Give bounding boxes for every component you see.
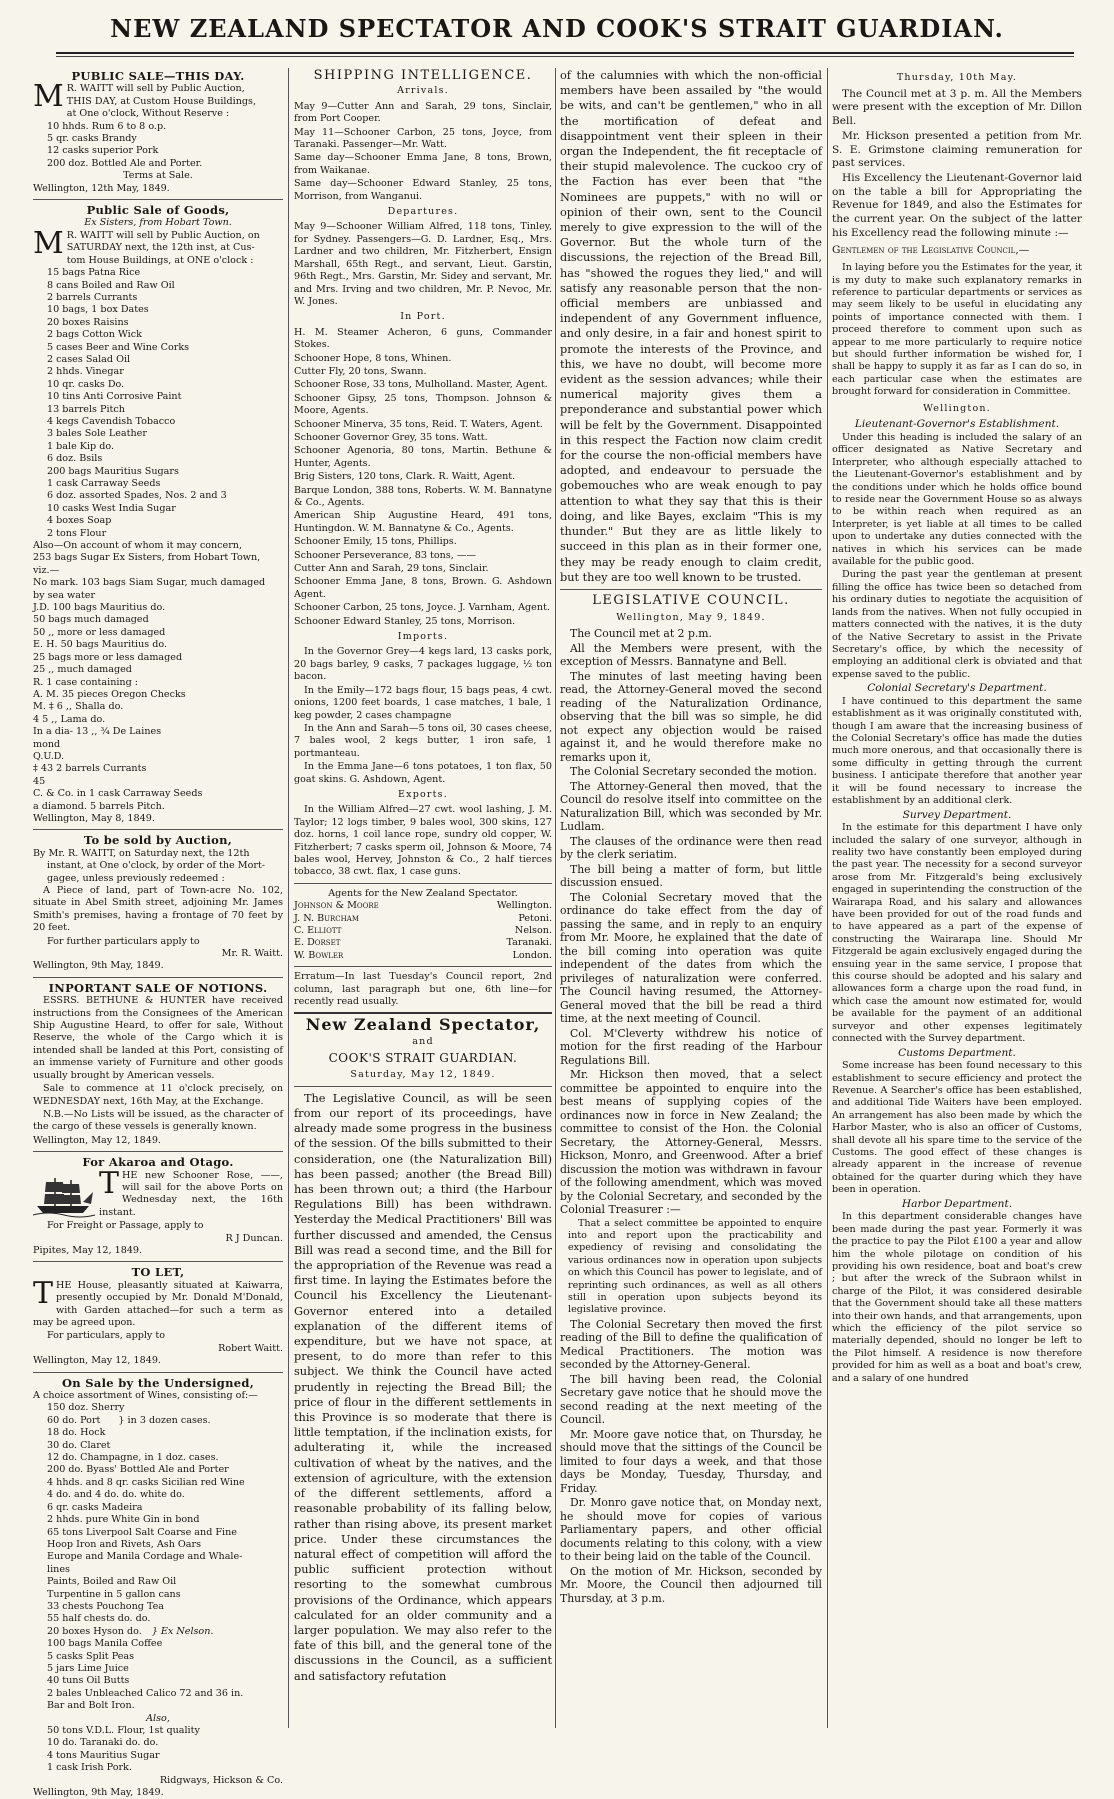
arrival-entry: May 11—Schooner Carbon, 25 tons, Joyce, from Taranaki. Passenger—Mr. Watt. [294, 126, 552, 151]
divider [560, 589, 822, 590]
public-sale-ad [33, 79, 283, 195]
list-item: 1 bale Kip do. [47, 440, 115, 452]
list-item: 4 kegs Cavendish Tobacco [47, 415, 176, 427]
goods-ad [33, 225, 283, 826]
list-item: Bar and Bolt Iron. [47, 1700, 135, 1712]
list-item: 2 hhds. pure White Gin in bond [47, 1514, 200, 1526]
notions-body: N.B.—No Lists will be issued, as the character of the cargo of these vessels is generally known. [33, 1108, 283, 1133]
in-port-entry: Cutter Fly, 20 tons, Swann. [294, 365, 427, 377]
amendment: That a select committee be appointed to enquire into and report upon the practicability and expediency of revising and consolidating the various ordinances now in operation upon subjects on which this Council has power to legislate, and of reprinting such ordinances, as well as all others still in operation upon subjects beyond its legislative province. [568, 1217, 822, 1316]
ship-illustration [33, 1172, 95, 1218]
exports-text: In the William Alfred—27 cwt. wool lashing, J. M. Taylor; 12 logs timber, 9 bales wool, 300 skins, 127 doz. horns, 1 coil lance rope, sundry old copper, W. Fitzherbert; 7 casks sperm oil, Johnson & Moore, 74 bales wool, Hervey, Johnston & Co., 2 half tierces tobacco, 38 cwt. flax, 1 case guns. [294, 804, 552, 878]
council-paragraph: His Excellency the Lieutenant-Governor laid on the table a bill for Appropriating the Revenue for 1849, and also the Estimates for the current year. On the subject of the latter his Excellency read the following minute :— [832, 171, 1082, 239]
list-item: C. & Co. in 1 cask Carraway Seeds [33, 788, 203, 800]
council-paragraph: Mr. Hickson presented a petition from Mr. S. E. Grimstone claiming remuneration for past services. [832, 129, 1082, 170]
address-line: Gentlemen of the Legislative Council,— [832, 244, 1030, 257]
import-entry: In the Ann and Sarah—5 tons oil, 30 cases cheese, 7 bales wool, 2 kegs butter, 1 iron safe, 1 portmanteau. [294, 722, 552, 759]
list-item: 65 tons Liverpool Salt Coarse and Fine [47, 1526, 237, 1538]
divider [33, 199, 283, 200]
wines-heading: On Sale by the Undersigned, [61, 1375, 255, 1390]
in-port-entry: Schooner Minerva, 35 tons, Reid. T. Waters, Agent. [294, 418, 543, 430]
column-council-estimates [832, 68, 1082, 1728]
list-item: Europe and Manila Cordage and Whale- [47, 1551, 243, 1563]
section-heading: Customs Department. [898, 1046, 1016, 1059]
agents-heading: Agents for the New Zealand Spectator. [328, 887, 518, 899]
list-item: 30 do. Claret [47, 1439, 111, 1451]
ad-line: 5 qr. casks Brandy [47, 133, 137, 145]
ad-line: Also, [146, 1712, 170, 1724]
list-item: 4 do. and 4 do. do. white do. [47, 1489, 185, 1501]
ad-date: Wellington, 12th May, 1849. [33, 182, 170, 194]
arrival-entry: Same day—Schooner Emma Jane, 8 tons, Brown, from Waikanae. [294, 152, 552, 176]
arrival-entry: May 9—Cutter Ann and Sarah, 29 tons, Sinclair, from Port Cooper. [294, 100, 552, 125]
council-heading: LEGISLATIVE COUNCIL. [592, 592, 790, 608]
list-item: 4 hhds. and 8 qr. casks Sicilian red Wine [47, 1476, 245, 1488]
divider [33, 1151, 283, 1152]
agent-name: W. Bowler [294, 949, 344, 961]
section-text: During the past year the gentleman at present filling the office has twice been so detached from his ordinary duties to negotiate the acquisition of lands from the natives. When not fully occupied in matters connected with the natives, it is the duty of the Native Secretary to assist in the Private Secretary's office, by which the necessity of employing an additional clerk is obviated and that expense saved to the public. [832, 569, 1082, 680]
list-item: R. 1 case containing : [33, 676, 139, 688]
list-item: 2 bales Unbleached Calico 72 and 36 in. [47, 1687, 244, 1699]
departures-heading: Departures. [387, 206, 459, 218]
in-port-entry: H. M. Steamer Acheron, 6 guns, Commander Stokes. [294, 326, 552, 351]
list-item: J.D. 100 bags Mauritius do. [33, 602, 166, 614]
agent-row [294, 925, 552, 937]
imports-heading: Imports. [397, 631, 449, 643]
section-heading: Harbor Department. [901, 1197, 1013, 1210]
in-port-entry: Schooner Rose, 33 tons, Mulholland. Master, Agent. [294, 379, 548, 391]
akaroa-ad [33, 1165, 283, 1258]
list-item: 12 do. Champagne, in 1 doz. cases. [47, 1452, 219, 1464]
divider [33, 977, 283, 978]
ad-line: For Freight or Passage, apply to [47, 1220, 204, 1232]
council-paragraph: Mr. Hickson then moved, that a select committee be appointed to enquire into the best means of supplying copies of the ordinances now in force in New Zealand; the committee to consist of the Hon. the Colonial Secretary, the Attorney-General, Messrs. Hickson, Monro, and Greenwood. After a brief discussion the motion was withdrawn in favour of the following amendment, which was moved by the Colonial Secretary, and seconded by the Colonial Treasurer :— [560, 1068, 822, 1217]
divider [33, 1372, 283, 1373]
ad-line: 10 hhds. Rum 6 to 8 o.p. [47, 120, 167, 132]
list-item: 50 tons V.D.L. Flour, 1st quality [47, 1725, 200, 1736]
council-paragraph: Col. M'Cleverty withdrew his notice of motion for the first reading of the Harbour Regulations Bill. [560, 1026, 822, 1067]
masthead-rule [56, 52, 1074, 54]
council-paragraph: The clauses of the ordinance were then read by the clerk seriatim. [560, 834, 822, 862]
list-item: A. M. 35 pieces Oregon Checks [33, 688, 186, 700]
column-divider [555, 68, 556, 1728]
council-paragraph: The bill having been read, the Colonial Secretary gave notice that he should move the second reading at the next meeting of the Council. [560, 1372, 822, 1427]
council-paragraph: Dr. Monro gave notice that, on Monday next, he should move for copies of various Parliamentary papers, and other official documents relating to this colony, with a view to their being laid on the table of the Council. [560, 1496, 822, 1564]
departures-text: May 9—Schooner William Alfred, 118 tons, Tinley, for Sydney. Passengers—G. D. Lardner, Esq., Mrs. Lardner and two children, Mr. Fitzherbert, Ensign Marshall, 65th Regt., and servant, Lieut. Garstin, 96th Regt., Mrs. Garstin, Mr. Sidey and servant, Mr. and Mrs. Irving and two children, Mr. P. Nevoc, Mr. W. Jones. [294, 221, 552, 307]
list-item: 1 cask Irish Pork. [47, 1762, 132, 1774]
notions-body: ESSRS. BETHUNE & HUNTER have received instructions from the Consignees of the American Ship Augustine Heard, to offer for sale, Without Reserve, the whole of the Cargo which it is intended shall be landed at this Port, consisting of an immense variety of Furniture and other goods usually brought by American vessels. [33, 995, 283, 1081]
ad-line: Also—On account of whom it may concern, [33, 540, 243, 552]
list-item: 6 doz. Bsils [47, 453, 103, 465]
drop-cap: M [33, 225, 64, 261]
agent-name: Johnson & Moore [294, 900, 379, 912]
list-item: M. ‡ 6 ,, Shalla do. [33, 701, 124, 713]
column-divider [288, 68, 289, 1728]
ad-line: By Mr. R. WAITT, on Saturday next, the 12th [33, 847, 250, 859]
editorial: The Legislative Council, as will be seen from our report of its proceedings, have already made some progress in the business of the session. Of the bills submitted to their consideration, one (the Naturalization Bill) has been passed; another (the Bread Bill) has been thrown out; a third (the Harbour Regulations Bill) has been withdrawn. Yesterday the Medical Practitioners' Bill was further discussed and amended, the Census Bill was read a second time, and the Bill for the appropriation of the Revenue was read a first time. In laying the Estimates before the Council his Excellency the Lieutenant-Governor entered into a detailed explanation of the different items of expenditure, but we have not space, at present, to do more than refer to this subject. We think the Council have acted prudently in rejecting the Bread Bill; the price of flour in the different settlements in this Province is so moderate that there is little temptation, if the inclination exists, for adulterating it, while the increased cultivation of wheat by the natives, and the extension of agriculture, with the extension of the different settlements, afford a reasonable probability of its falling below, rather than rising above, its present market price. Under these circumstances the natural effect of competition will afford the public sufficient protection without resorting to the somewhat cumbrous provisions of the Ordinance, which appears calculated for an older community and a larger population. We may also refer to the fate of this bill, and the general tone of the discussions in the Council, as a sufficient and satisfactory refutation [294, 1091, 552, 1683]
ad-line: at One o'clock, Without Reserve : [66, 108, 230, 120]
ad-signature: Mr. R. Waitt. [221, 948, 283, 960]
list-item: 3 bales Sole Leather [47, 428, 147, 440]
agent-name: J. N. Burcham [294, 912, 359, 924]
ad-line: 253 bags Sugar Ex Sisters, from Hobart Town, [33, 552, 261, 564]
ad-line: 200 doz. Bottled Ale and Porter. [47, 157, 203, 169]
council-paragraph: On the motion of Mr. Hickson, seconded by Mr. Moore, the Council then adjourned till Thursday, at 3 p.m. [560, 1564, 822, 1605]
list-item: 10 tins Anti Corrosive Paint [47, 391, 182, 403]
thursday-heading: Thursday, 10th May. [896, 72, 1018, 83]
council-report-continued [560, 1318, 822, 1606]
list-item: 5 cases Beer and Wine Corks [47, 341, 190, 353]
list-item: 25 ,, much damaged [33, 664, 132, 676]
ad-line: 12 casks superior Pork [47, 145, 159, 157]
akaroa-heading: For Akaroa and Otago. [82, 1155, 234, 1170]
in-port-entry: Schooner Carbon, 25 tons, Joyce. J. Varnham, Agent. [294, 602, 550, 614]
to-let-heading: TO LET, [131, 1265, 185, 1280]
list-item: 60 do. Port } in 3 dozen cases. [47, 1414, 211, 1426]
list-item: 13 barrels Pitch [47, 403, 125, 415]
council-report [560, 627, 822, 1217]
agent-name: C. Elliott [294, 925, 342, 936]
list-item: by sea water [33, 589, 96, 601]
ad-line: viz.— [33, 564, 60, 576]
council-paragraph: The Colonial Secretary then moved the first reading of the Bill to define the qualification of Medical Practitioners. The motion was seconded by the Attorney-General. [560, 1317, 822, 1372]
title-and: and [412, 1036, 434, 1048]
agent-row [294, 913, 552, 925]
damaged-goods-list [33, 577, 283, 825]
ad-line: R. WAITT will sell by Public Auction, [66, 83, 245, 95]
list-item: Hoop Iron and Rivets, Ash Oars [47, 1538, 202, 1550]
list-item: 18 do. Hock [47, 1427, 106, 1439]
ad-line: For particulars, apply to [47, 1330, 166, 1342]
agent-place: Wellington. [496, 900, 552, 912]
council-paragraph: The minutes of last meeting having been read, the Attorney-General moved the second reading of the Naturalization Ordinance, observing that the bill was so simple, he did not expect any objection would be raised against it, and he would therefore make no remarks upon it, [560, 669, 822, 764]
ad-date: Wellington, 9th May, 1849. [33, 1787, 164, 1799]
list-item: lines [47, 1563, 70, 1575]
in-port-heading: In Port. [400, 311, 446, 323]
ad-line: Terms at Sale. [123, 170, 193, 182]
ad-date: Wellington, 9th May, 1849. [33, 960, 164, 972]
arrivals-list [294, 101, 552, 203]
list-item: 10 bags, 1 box Dates [47, 304, 149, 316]
minute: In laying before you the Estimates for the year, it is my duty to make such explanatory remarks in reference to particular departments or services as may seem likely to be useful in elucidating any points of importance connected with them. I proceed therefore to comment upon such as appear to me more particularly to require notice but should further information be wished for, I shall be happy to supply it as far as I can do so, in each particular case when the estimates are brought forward for consideration in Committee. [832, 262, 1082, 398]
list-item: 2 barrels Currants [47, 291, 138, 303]
brace-note: } Ex Nelson. [151, 1625, 214, 1637]
drop-cap: T [33, 1275, 54, 1311]
list-item: 5 casks Split Peas [47, 1650, 135, 1662]
list-item: 50 ,, more or less damaged [33, 626, 166, 638]
council-paragraph: The Colonial Secretary moved that the ordinance do take effect from the day of passing the same, and in reply to an enquiry from Mr. Moore, he explained that the date of the bill coming into operation was quite independent of the dates from which the privileges of naturalization were conferred. The Council having resumed, the Attorney-General moved that the bill be read a third time, at the next meeting of Council. [560, 890, 822, 1026]
ad-signature: Robert Waitt. [218, 1342, 283, 1354]
import-entry: In the Governor Grey—4 kegs lard, 13 casks pork, 20 bags barley, 9 casks, 7 packages luggage, ½ ton bacon. [294, 646, 552, 683]
list-item: mond [33, 738, 61, 750]
list-item: a diamond. 5 barrels Pitch. [33, 800, 165, 812]
in-port-entry: Schooner Agenoria, 80 tons, Martin. Bethune & Hunter, Agents. [294, 445, 552, 469]
list-item: 6 qr. casks Madeira [47, 1501, 143, 1513]
ad-line: tom House Buildings, at ONE o'clock : [66, 254, 254, 266]
column-advertisements [33, 68, 283, 1799]
list-item: 2 tons Flour [47, 527, 107, 539]
council-paragraph: The Council met at 3 p. m. All the Members were present with the exception of Mr. Dillon Bell. [832, 87, 1082, 128]
list-item: Turpentine in 5 gallon cans [47, 1588, 181, 1600]
paper-title: New Zealand Spectator, [305, 1015, 541, 1035]
agent-place: Petoni. [518, 912, 552, 924]
council-paragraph: The Attorney-General then moved, that the Council do resolve itself into committee on the Naturalization Bill, which was seconded by Mr. Ludlam. [560, 779, 822, 834]
auction-heading: To be sold by Auction, [83, 833, 233, 848]
imports-list [294, 646, 552, 785]
import-entry: In the Emily—172 bags flour, 15 bags peas, 4 cwt. onions, 1200 feet boards, 1 case matches, 1 bale, 1 keg powder, 2 cases champagne [294, 684, 552, 721]
agent-place: London. [512, 949, 552, 961]
paper-subtitle: COOK'S STRAIT GUARDIAN. [328, 1050, 518, 1065]
divider [33, 1261, 283, 1262]
column-shipping [294, 68, 552, 1728]
wines-list [33, 1402, 283, 1712]
list-item: 15 bags Patna Rice [47, 267, 141, 279]
divider [294, 1086, 552, 1087]
shipping-heading: SHIPPING INTELLIGENCE. [313, 68, 533, 83]
list-item: 33 chests Pouchong Tea [47, 1600, 165, 1612]
goods-subheading: Ex Sisters, from Hobart Town. [84, 217, 232, 229]
ad-date: Pipites, May 12, 1849. [33, 1244, 143, 1256]
ad-line: For further particulars apply to [47, 935, 200, 947]
ad-signature: Ridgways, Hickson & Co. [159, 1774, 283, 1786]
list-item: 2 hhds. Vinegar [47, 366, 124, 378]
ad-line: A choice assortment of Wines, consisting of:— [33, 1390, 258, 1402]
council-paragraph: The Colonial Secretary seconded the motion. [570, 765, 817, 779]
divider [294, 1012, 552, 1014]
list-item: 20 boxes Hyson do. } Ex Nelson. [47, 1625, 214, 1637]
agent-row [294, 937, 552, 949]
in-port-entry: Schooner Emily, 15 tons, Phillips. [294, 536, 457, 548]
list-item: 40 tuns Oil Butts [47, 1675, 130, 1687]
ad-date: Wellington, May 12, 1849. [33, 1355, 161, 1367]
arrival-entry: Same day—Schooner Edward Stanley, 25 tons, Morrison, from Wanganui. [294, 178, 552, 202]
wellington-heading: Wellington. [923, 402, 991, 414]
section-text: In this department considerable changes have been made during the past year. Formerly it was the practice to pay the Pilot £100 a year and allow him the whole pilotage on condition of his providing his own residence, boat and boat's crew ; but after the wreck of the Subraon whilst in charge of the Pilot, it was considered desirable that the Government should take all these matters into their own hands, and that arrangements, upon which the efficiency of the pilot service so materially depended, should no longer be left to the Pilot himself. A residence is now therefore provided for him as well as a boat and boat's crew, and a salary of one hundred [832, 1211, 1082, 1384]
drop-cap: M [33, 79, 64, 115]
list-item: 4 boxes Soap [47, 515, 112, 527]
arrivals-heading: Arrivals. [397, 85, 449, 97]
in-port-list [294, 327, 552, 628]
list-item: Paints, Boiled and Raw Oil [47, 1576, 177, 1588]
ad-signature: R J Duncan. [225, 1232, 283, 1244]
exports-heading: Exports. [398, 788, 448, 800]
council-paragraph: The bill being a matter of form, but little discussion ensued. [560, 862, 822, 890]
list-item: 150 doz. Sherry [47, 1402, 125, 1414]
in-port-entry: American Ship Augustine Heard, 491 tons, Huntingdon. W. M. Bannatyne & Co., Agents. [294, 510, 552, 534]
masthead: NEW ZEALAND SPECTATOR AND COOK'S STRAIT GUARDIAN. [110, 14, 1004, 43]
divider [294, 883, 552, 884]
list-item: 200 do. Byass' Bottled Ale and Porter [47, 1464, 229, 1476]
column-divider [827, 68, 828, 1728]
ad-date: Wellington, May 12, 1849. [33, 1134, 161, 1146]
list-item: 55 half chests do. do. [47, 1613, 151, 1625]
agent-row [294, 900, 552, 912]
list-item: Q.U.D. [33, 750, 65, 762]
in-port-entry: Cutter Ann and Sarah, 29 tons, Sinclair. [294, 563, 489, 575]
section-text: In the estimate for this department I have only included the salary of one surveyor, although in reality two have constantly been employed during the past year. The necessity for a second surveyor arose from Mr. Fitzgerald's being exclusively engaged in superintending the construction of the Wairarapa Road, and his salary and allowances have been provided for out of the road funds and to have appeared as a part of the expense of constructing the Wairarapa line. Should Mr Fitzgerald be again exclusively engaged during the ensuing year in the same service, I propose that this course should be adopted and his salary and allowances form a charge upon the road fund, in which case the amount now estimated for, would be available for the payment of an additional surveyor and other expenses legitimately connected with the Survey department. [832, 822, 1082, 1045]
in-port-entry: Barque London, 388 tons, Roberts. W. M. Bannatyne & Co., Agents. [294, 484, 552, 508]
list-item: 1 cask Carraway Seeds [47, 478, 161, 489]
auction-description: A Piece of land, part of Town-acre No. 102, situate in Abel Smith street, adjoining Mr. James Smith's premises, having a frontage of 70 feet by 20 feet. [33, 885, 283, 934]
council-paragraph: The Council met at 2 p.m. [570, 627, 712, 641]
section-heading: Colonial Secretary's Department. [867, 682, 1047, 695]
brace-note: } in 3 dozen cases. [118, 1414, 211, 1426]
masthead-rule-thin [56, 56, 1074, 57]
in-port-entry: Schooner Edward Stanley, 25 tons, Morrison. [294, 615, 516, 627]
agent-row [294, 950, 552, 962]
list-item: 200 bags Mauritius Sugars [47, 465, 179, 477]
list-item: 2 bags Cotton Wick [47, 329, 142, 341]
agent-name: E. Dorset [294, 937, 341, 949]
divider [33, 829, 283, 830]
divider [294, 966, 552, 967]
import-entry: In the Emma Jane—6 tons potatoes, 1 ton flax, 50 goat skins. G. Ashdown, Agent. [294, 761, 552, 785]
list-item: 2 cases Salad Oil [47, 353, 131, 365]
list-item: 8 cans Boiled and Raw Oil [47, 279, 175, 291]
list-item: Wellington, May 8, 1849. [33, 812, 155, 824]
list-item: In a dia- 13 ,, ¾ De Laines [33, 726, 162, 738]
list-item: 10 casks West India Sugar [47, 502, 176, 514]
ad-line: gagee, unless previously redeemed : [47, 872, 225, 884]
akaroa-body: HE new Schooner Rose, ——, will sail for the above Ports on Wednesday next, the 16th instant. [99, 1169, 283, 1218]
public-sale-heading: PUBLIC SALE—THIS DAY. [71, 69, 245, 83]
in-port-entry: Schooner Hope, 8 tons, Whinen. [294, 352, 452, 364]
agents-list [294, 900, 552, 962]
drop-cap: T [99, 1165, 120, 1201]
in-port-entry: Schooner Governor Grey, 35 tons. Watt. [294, 431, 488, 443]
ad-line: instant, at One o'clock, by order of the Mort- [47, 860, 266, 872]
list-item: 50 bags much damaged [33, 614, 149, 626]
list-item: 4 5 ,, Lama do. [33, 713, 106, 725]
council-paragraph: Mr. Moore gave notice that, on Thursday, he should move that the sittings of the Council be limited to four days a week, and that those days be Monday, Tuesday, Thursday, and Friday. [560, 1427, 822, 1495]
council-date: Wellington, May 9, 1849. [616, 611, 766, 623]
notions-body: Sale to commence at 11 o'clock precisely, on WEDNESDAY next, 16th May, at the Exchange. [33, 1083, 283, 1107]
list-item: 4 tons Mauritius Sugar [47, 1749, 160, 1761]
goods-list [33, 267, 283, 540]
editorial-continued: of the calumnies with which the non-official members have been assailed by "the would be wits, and can't be gentlemen," who in all the mortification of defeat and disappointment vent their spleen in their organ the Independent, the fit receptacle of their stupid malevolence. The cuckoo cry of the Faction has ever been that "the Nominees are puppets," with no will or opinion of their own, sent to the Council merely to give expression to the will of the Governor. But the whole turn of the discussions, the rejection of the Bread Bill, has "showed the rogues they lied," and will satisfy any reasonable person that the non-official members are unbiassed and independent of any Government influence, and only desire, in a fair and honest spirit to promote the interests of the Province, and this, we have no doubt, will become more evident as the session advances; while their numerical majority gives them a preponderance and substantial power which will be felt by the Government. Disappointed in this respect the Faction now claim credit for the course the non-official members have adopted, and endeavour to persuade the gobemouches who are weak enough to pay attention to what they say that this is their doing, and like Bayes, exclaim "This is my thunder." But they are as little likely to succeed in this plan as in their former one, they may be ready enough to claim credit, but they are too well known to be trusted. [560, 69, 822, 584]
in-port-entry: Schooner Gipsy, 25 tons, Thompson. Johnson & Moore, Agents. [294, 392, 552, 417]
in-port-entry: Schooner Perseverance, 83 tons, —— [294, 549, 477, 561]
erratum: Erratum—In last Tuesday's Council report, 2nd column, last paragraph but one, 6th line—for recently read usually. [294, 971, 552, 1008]
section-heading: Survey Department. [902, 808, 1012, 821]
council-paragraph: All the Members were present, with the exception of Messrs. Bannatyne and Bell. [560, 641, 822, 669]
notions-heading: INPORTANT SALE OF NOTIONS. [48, 980, 268, 995]
council-intro [832, 88, 1082, 241]
section-heading: Lieutenant-Governor's Establishment. [854, 418, 1060, 431]
list-item: 10 qr. casks Do. [47, 378, 125, 390]
ad-line: R. WAITT will sell by Public Auction, on [66, 229, 260, 241]
column-editorial-council [560, 68, 822, 1728]
agent-place: Nelson. [514, 925, 552, 936]
list-item: 45 [33, 775, 46, 787]
agent-place: Taranaki. [506, 937, 552, 949]
wines-also-list [33, 1725, 283, 1775]
list-item: ‡ 43 2 barrels Currants [33, 763, 147, 775]
list-item: 10 do. Taranaki do. do. [47, 1737, 159, 1749]
section-text: Under this heading is included the salary of an officer designated as Native Secretary and Interpreter, who although especially attached to the Lieutenant-Governor's establishment and by the conditions under which he holds office bound to reside near the Government House so as always to be within reach when required as an Interpreter, is yet liable at all times to be called upon to undertake any duties connected with the natives in which his services can be made available for the public good. [832, 432, 1082, 568]
ad-line: SATURDAY next, the 12th inst, at Cus- [66, 242, 255, 254]
list-item: No mark. 103 bags Siam Sugar, much damaged [33, 577, 266, 589]
list-item: E. H. 50 bags Mauritius do. [33, 639, 168, 651]
issue-date: Saturday, May 12, 1849. [350, 1069, 496, 1081]
list-item: 25 bags more or less damaged [33, 651, 183, 663]
ad-line: THIS DAY, at Custom House Buildings, [66, 95, 257, 107]
section-text: Some increase has been found necessary to this establishment to secure efficiency and protect the Revenue. A Searcher's office has been established, and additional Tide Waiters have been employed. An arrangement has also been made by which the Harbor Master, who is also an officer of Customs, shall devote all his spare time to the service of the Customs. The good effect of these changes is already apparent in the increase of revenue obtained for the quarter during which they have been in operation. [832, 1060, 1082, 1196]
list-item: 6 doz. assorted Spades, Nos. 2 and 3 [47, 490, 227, 502]
list-item: 100 bags Manila Coffee [47, 1638, 163, 1650]
in-port-entry: Brig Sisters, 120 tons, Clark. R. Waitt, Agent. [294, 471, 516, 483]
in-port-entry: Schooner Emma Jane, 8 tons, Brown. G. Ashdown Agent. [294, 576, 552, 600]
goods-heading: Public Sale of Goods, [86, 203, 230, 218]
section-text: I have continued to this department the same establishment as it was originally constituted with, though I am aware that the increasing business of the Colonial Secretary's office has made the duties much more onerous, and that occasionally there is some difficulty in getting through the current business. I anticipate therefore that another year it will be found necessary to increase the establishment by an additional clerk. [832, 695, 1082, 807]
list-item: 20 boxes Raisins [47, 316, 129, 328]
list-item: 5 jars Lime Juice [47, 1662, 129, 1674]
to-let-body: HE House, pleasantly situated at Kaiwarra, presently occupied by Mr. Donald M'Donald, with Garden attached—for such a term as may be agreed upon. [33, 1279, 283, 1328]
